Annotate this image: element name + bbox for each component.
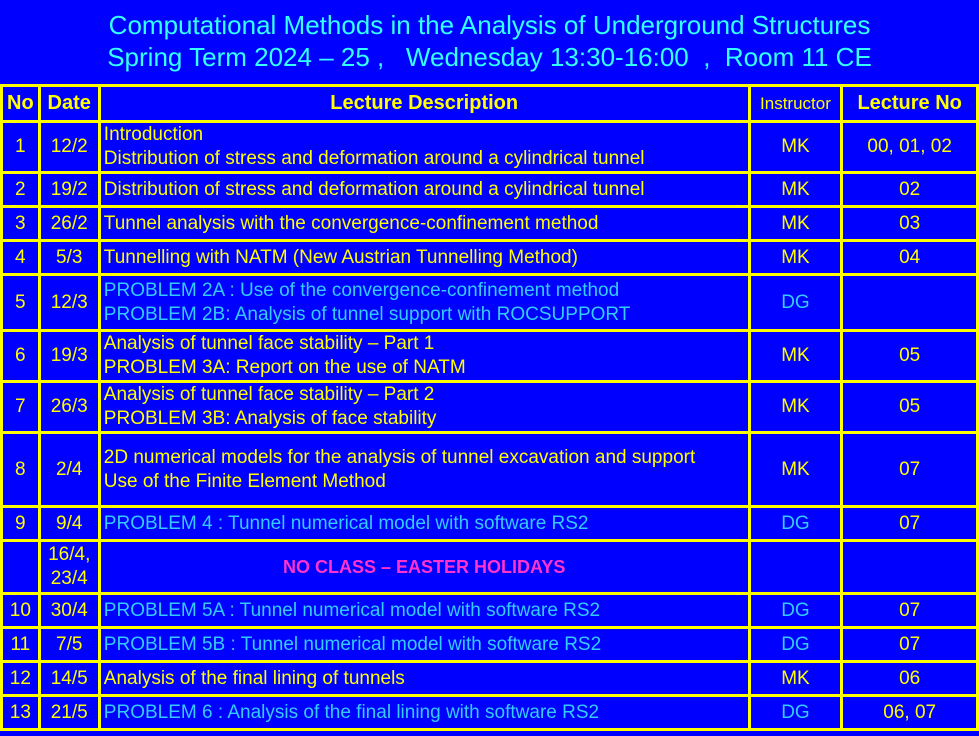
- schedule-table: [0, 84, 979, 731]
- description-line: 2D numerical models for the analysis of tunnel excavation and support: [103, 446, 696, 468]
- row-no: 1: [3, 123, 38, 171]
- table-row: [3, 174, 976, 205]
- description-line: PROBLEM 3B: Analysis of face stability: [103, 408, 437, 429]
- row-no: 12: [3, 663, 38, 694]
- table-row: [3, 508, 976, 539]
- description-line: Use of the Finite Element Method: [103, 470, 386, 492]
- column-header-date: Date: [41, 87, 98, 120]
- description-line: PROBLEM 2A : Use of the convergence-confinement method: [103, 279, 620, 301]
- row-date: 9/4: [41, 508, 98, 539]
- table-row: [3, 383, 976, 431]
- row-lecture-no: 07: [843, 595, 976, 626]
- row-instructor: DG: [751, 629, 841, 660]
- description-line: Analysis of tunnel face stability – Part 2: [103, 384, 435, 405]
- table-row: [3, 663, 976, 694]
- row-instructor: [751, 542, 841, 592]
- row-instructor: DG: [751, 697, 841, 728]
- row-lecture-no: 05: [843, 383, 976, 431]
- row-no: 11: [3, 629, 38, 660]
- table-row: [3, 123, 976, 171]
- row-lecture-no: 02: [843, 174, 976, 205]
- description-line: Introduction: [103, 124, 204, 145]
- row-date: 5/3: [41, 242, 98, 273]
- row-date: 26/3: [41, 383, 98, 431]
- column-header-instructor: Instructor: [751, 87, 841, 120]
- row-date: 19/3: [41, 332, 98, 380]
- description-line: PROBLEM 3A: Report on the use of NATM: [103, 357, 466, 378]
- column-header-description: Lecture Description: [101, 87, 748, 120]
- table-row: [3, 242, 976, 273]
- table-row: [3, 595, 976, 626]
- row-no: 9: [3, 508, 38, 539]
- row-date: 7/5: [41, 629, 98, 660]
- row-lecture-no: 06, 07: [843, 697, 976, 728]
- row-description: Analysis of the final lining of tunnels: [101, 663, 748, 694]
- row-description: PROBLEM 5B : Tunnel numerical model with software RS2: [101, 629, 748, 660]
- row-lecture-no: 06: [843, 663, 976, 694]
- row-no: 2: [3, 174, 38, 205]
- row-description: PROBLEM 6 : Analysis of the final lining with software RS2: [101, 697, 748, 728]
- row-no: 8: [3, 434, 38, 505]
- table-header-row: [3, 87, 976, 120]
- row-description: [101, 332, 748, 380]
- row-description: Distribution of stress and deformation around a cylindrical tunnel: [101, 174, 748, 205]
- row-date: 21/5: [41, 697, 98, 728]
- row-date: 14/5: [41, 663, 98, 694]
- row-instructor: MK: [751, 383, 841, 431]
- row-lecture-no: [843, 276, 976, 329]
- row-instructor: MK: [751, 332, 841, 380]
- row-date: 2/4: [41, 434, 98, 505]
- row-lecture-no: 04: [843, 242, 976, 273]
- table-row: [3, 276, 976, 329]
- row-date: [41, 542, 98, 592]
- row-lecture-no: 05: [843, 332, 976, 380]
- row-lecture-no: [843, 542, 976, 592]
- row-description: PROBLEM 5A : Tunnel numerical model with software RS2: [101, 595, 748, 626]
- table-row: [3, 629, 976, 660]
- row-instructor: MK: [751, 208, 841, 239]
- table-row: [3, 208, 976, 239]
- row-date: 30/4: [41, 595, 98, 626]
- row-instructor: DG: [751, 276, 841, 329]
- page-subtitle: Spring Term 2024 – 25 , Wednesday 13:30-16:00 , Room 11 CE: [107, 42, 872, 72]
- row-description: [101, 123, 748, 171]
- row-no: 6: [3, 332, 38, 380]
- row-lecture-no: 07: [843, 434, 976, 505]
- description-line: PROBLEM 2B: Analysis of tunnel support with ROCSUPPORT: [103, 303, 631, 325]
- row-lecture-no: 07: [843, 508, 976, 539]
- row-no: [3, 542, 38, 592]
- row-description: Tunnelling with NATM (New Austrian Tunnelling Method): [101, 242, 748, 273]
- row-description: Tunnel analysis with the convergence-confinement method: [101, 208, 748, 239]
- row-no: 5: [3, 276, 38, 329]
- row-no: 10: [3, 595, 38, 626]
- column-header-no: No: [3, 87, 38, 120]
- page-header: [0, 0, 979, 82]
- page-title: Computational Methods in the Analysis of Underground Structures: [108, 10, 871, 40]
- holiday-notice: NO CLASS – EASTER HOLIDAYS: [101, 542, 748, 592]
- date-line: 16/4,: [48, 544, 91, 565]
- table-row: [3, 697, 976, 728]
- row-instructor: DG: [751, 508, 841, 539]
- row-instructor: MK: [751, 663, 841, 694]
- row-date: 26/2: [41, 208, 98, 239]
- description-line: Analysis of tunnel face stability – Part 1: [103, 333, 435, 354]
- row-description: PROBLEM 4 : Tunnel numerical model with software RS2: [101, 508, 748, 539]
- column-header-lecture-no: Lecture No: [843, 87, 976, 120]
- row-lecture-no: 00, 01, 02: [843, 123, 976, 171]
- row-lecture-no: 07: [843, 629, 976, 660]
- row-instructor: MK: [751, 434, 841, 505]
- table-row: [3, 332, 976, 380]
- row-description: [101, 383, 748, 431]
- row-date: 12/3: [41, 276, 98, 329]
- row-date: 12/2: [41, 123, 98, 171]
- row-lecture-no: 03: [843, 208, 976, 239]
- row-instructor: MK: [751, 123, 841, 171]
- row-no: 3: [3, 208, 38, 239]
- row-instructor: MK: [751, 174, 841, 205]
- table-row-holiday: [3, 542, 976, 592]
- description-line: Distribution of stress and deformation around a cylindrical tunnel: [103, 148, 645, 169]
- row-no: 4: [3, 242, 38, 273]
- table-row: [3, 434, 976, 505]
- row-description: [101, 276, 748, 329]
- row-description: [101, 434, 748, 505]
- row-no: 13: [3, 697, 38, 728]
- row-instructor: DG: [751, 595, 841, 626]
- row-instructor: MK: [751, 242, 841, 273]
- row-no: 7: [3, 383, 38, 431]
- date-line: 23/4: [50, 568, 88, 589]
- row-date: 19/2: [41, 174, 98, 205]
